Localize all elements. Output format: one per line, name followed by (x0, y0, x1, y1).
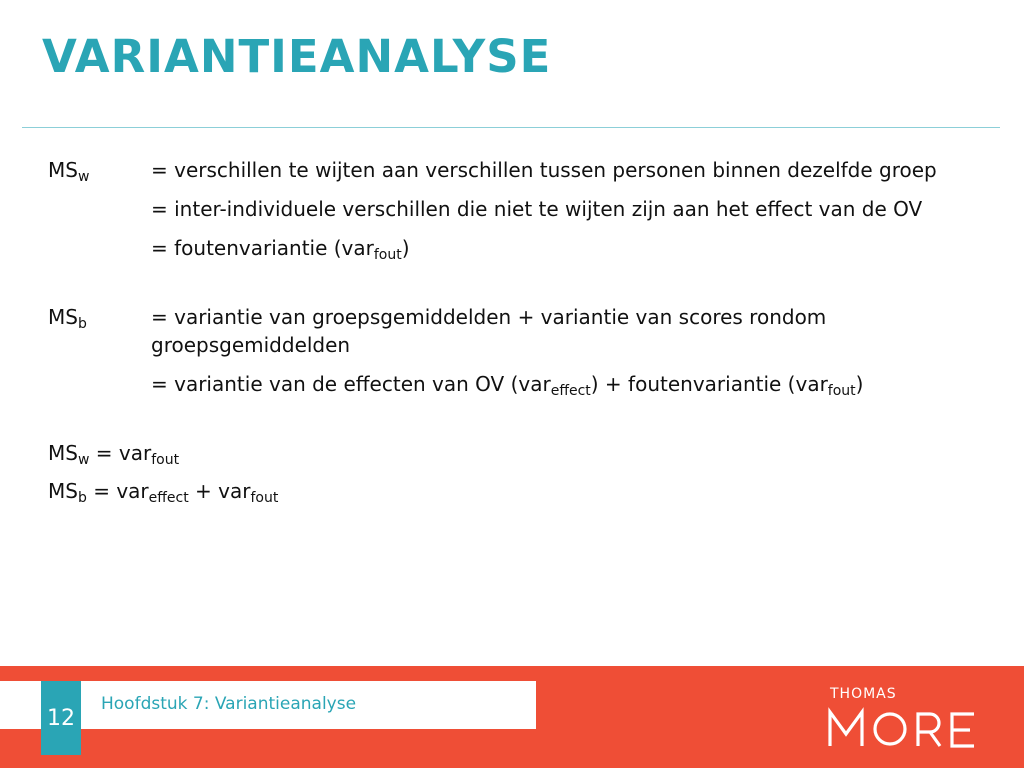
ms-w-line-2: = inter-individuele verschillen die niet te wijten zijn aan het effect van de OV (151, 197, 923, 221)
thomas-more-logo (826, 686, 986, 748)
slide-content (48, 156, 983, 515)
ms-b-descriptions (151, 303, 983, 409)
slide-title: VARIANTIEANALYSE (42, 30, 552, 83)
ms-b-block (48, 303, 983, 409)
ms-w-line-1: = verschillen te wijten aan verschillen tussen personen binnen dezelfde groep (151, 158, 937, 182)
ms-w-descriptions (151, 156, 983, 273)
equation-ms-b: $MS_b = var_{effect} + var_{fout}$ (48, 479, 279, 506)
ms-b-line-1: = variantie van groepsgemiddelden + variantie van scores rondom groepsgemiddelden (151, 305, 827, 357)
ms-w-line-3: = foutenvariantie (var$_{fout}$) (151, 236, 410, 263)
ms-w-block (48, 156, 983, 273)
ms-b-line-2: = variantie van de effecten van OV (var$_{effect}$) + foutenvariantie (var$_{fout}$) (151, 372, 864, 399)
logo-top-text: THOMAS (830, 686, 897, 702)
title-divider (22, 127, 1000, 128)
page-number: 12 (41, 681, 81, 755)
logo-more-wordmark (826, 702, 981, 748)
chapter-label: Hoofdstuk 7: Variantieanalyse (101, 694, 357, 714)
ms-b-label: $MS_b$ (48, 305, 87, 332)
ms-w-label: $MS_w$ (48, 158, 90, 185)
equation-ms-w: $MS_w = var_{fout}$ (48, 441, 180, 468)
